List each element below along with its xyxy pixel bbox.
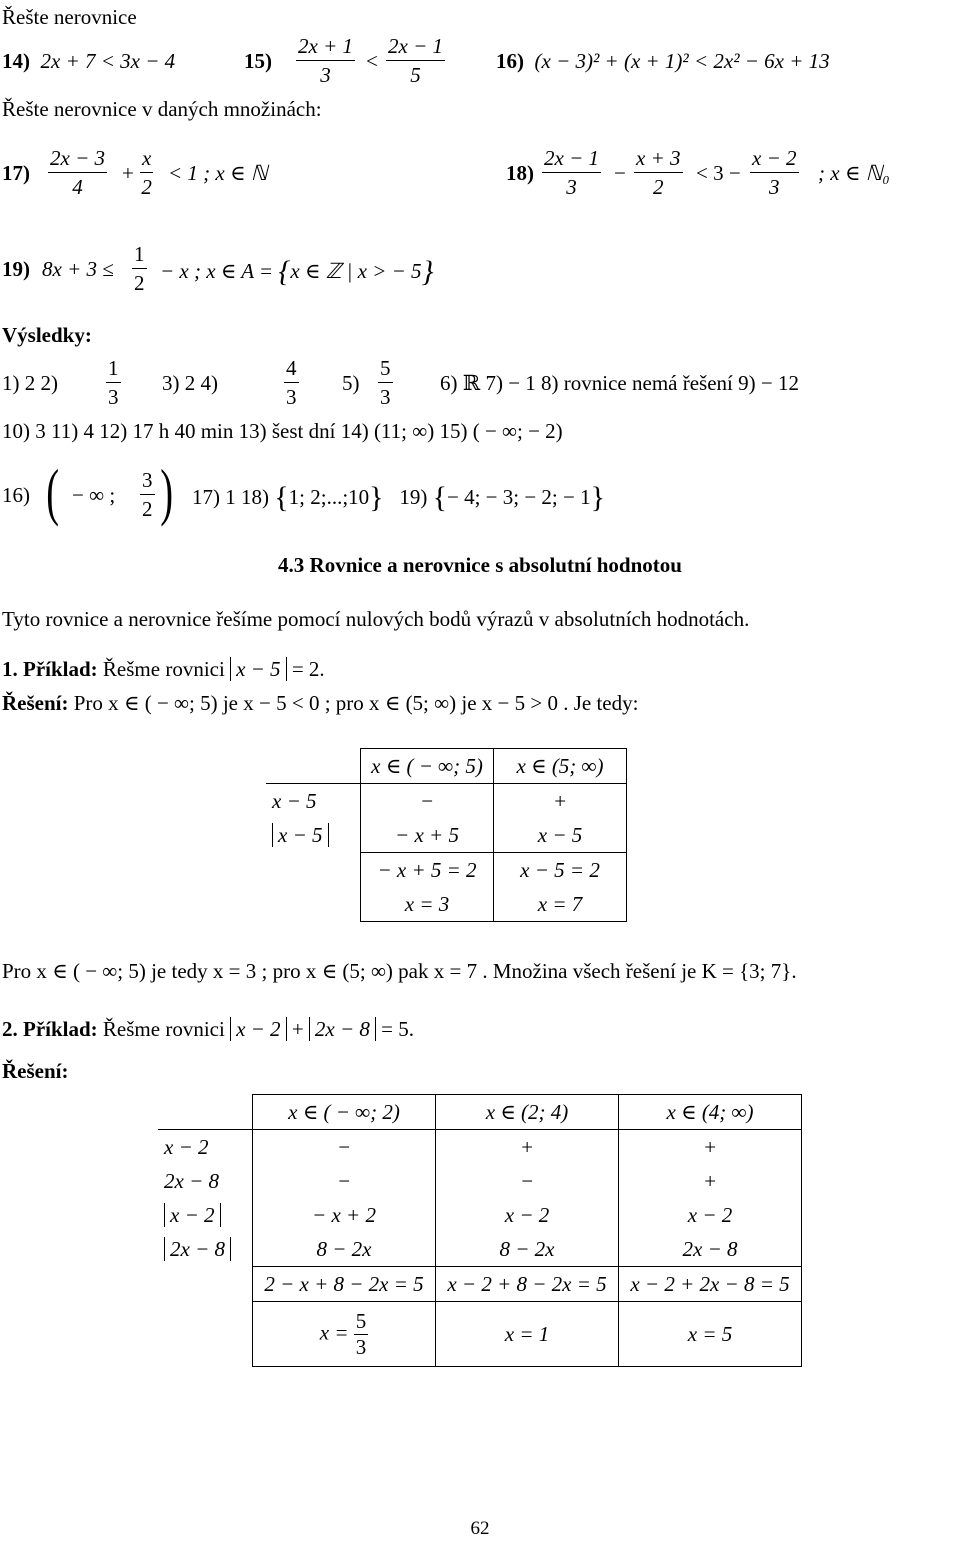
table-cell: x − 2 + 2x − 8 = 5: [619, 1267, 802, 1302]
table-cell: −: [436, 1164, 619, 1198]
table-cell: x − 2: [436, 1198, 619, 1232]
table-row: [266, 887, 627, 922]
heading-solve-in-sets: Řešte nerovnice v daných množinách:: [2, 97, 322, 121]
table-row: [266, 818, 627, 853]
row-head: [266, 853, 361, 888]
results-row-2: 10) 3 11) 4 12) 17 h 40 min 13) šest dní 14) (11; ∞) 15) ( − ∞; − 2): [2, 419, 563, 443]
interval-header: x ∈ (5; ∞): [494, 749, 627, 784]
sign-table-example-2: [158, 1094, 802, 1367]
problem-19-fraction: $\frac{1}{2}$: [134, 242, 145, 295]
sign-table-example-1: [266, 748, 627, 922]
results-title: Výsledky:: [2, 323, 92, 347]
result-16-right-paren: ): [160, 456, 174, 527]
table-cell: − x + 5 = 2: [361, 853, 494, 888]
problem-17-rest: < 1 ; x ∈ ℕ: [168, 161, 268, 185]
row-head-abs: x − 2: [164, 1203, 221, 1227]
problem-16-label: 16): [496, 49, 524, 73]
example-2-statement: 2. Příklad: Řešme rovnici x − 2 + 2x − 8 = 5.: [2, 1017, 414, 1041]
interval-header: x ∈ ( − ∞; 2): [253, 1095, 436, 1130]
row-head: 2x − 8: [164, 1168, 219, 1193]
table-cell: x = 7: [494, 887, 627, 922]
table-cell: x − 2 + 8 − 2x = 5: [436, 1267, 619, 1302]
problem-17-fraction-2: $\frac{x}{2}$: [141, 146, 152, 199]
row-head-abs: 2x − 8: [164, 1237, 231, 1261]
section-intro: Tyto rovnice a nerovnice řešíme pomocí nulových bodů výrazů v absolutních hodnotách.: [2, 607, 750, 631]
table-row: [158, 1130, 802, 1165]
example-2-label: 2. Příklad:: [2, 1017, 98, 1041]
table-cell: 2x − 8: [619, 1232, 802, 1267]
table-corner-cell: [158, 1095, 253, 1130]
result-19-set: − 4; − 3; − 2; − 1: [446, 485, 591, 509]
table-cell: −: [253, 1164, 436, 1198]
problem-18-minus: −: [614, 161, 626, 185]
problem-15-fraction-left: $\frac{2x + 1}{3}$: [298, 34, 353, 87]
table-cell: − x + 5: [361, 818, 494, 853]
row-head-abs: x − 5: [272, 823, 329, 847]
problem-17-plus: +: [122, 161, 134, 185]
heading-solve-inequalities: Řešte nerovnice: [2, 5, 137, 29]
row-head: x − 5: [266, 784, 361, 819]
result-2-fraction: $\frac{1}{3}$: [108, 356, 119, 409]
result-fraction: [354, 1309, 369, 1360]
table-cell: −: [361, 784, 494, 819]
table-cell: 8 − 2x: [253, 1232, 436, 1267]
result-16-label: 16): [2, 483, 30, 507]
table-cell: x = 3: [361, 887, 494, 922]
result-4-fraction: $\frac{4}{3}$: [286, 356, 297, 409]
table-cell: x − 5 = 2: [494, 853, 627, 888]
example-1-statement: 1. Příklad: Řešme rovnici x − 5 = 2.: [2, 657, 325, 681]
table-cell: x = 1: [436, 1302, 619, 1367]
results-row-1-b: 3) 2 4): [162, 371, 218, 395]
result-16-left-paren: (: [46, 456, 60, 527]
example-1-solution-line: Řešení: Pro x ∈ ( − ∞; 5) je x − 5 < 0 ; pro x ∈ (5; ∞) je x − 5 > 0 . Je tedy:: [2, 691, 639, 715]
problem-18-rest: ; x ∈ ℕ₀: [818, 161, 890, 185]
table-result-row: [158, 1302, 802, 1367]
problem-14: [2, 48, 175, 74]
table-cell: +: [494, 784, 627, 819]
table-cell: − x + 2: [253, 1198, 436, 1232]
fraction-denominator: 3: [355, 1334, 367, 1359]
example-1-conclusion: Pro x ∈ ( − ∞; 5) je tedy x = 3 ; pro x ∈ (5; ∞) pak x = 7 . Množina všech řešení je K = {3; 7}.: [2, 959, 797, 983]
example-2-abs-1: x − 2: [230, 1017, 287, 1041]
problem-14-expr: 2x + 7 < 3x − 4: [40, 49, 176, 73]
example-2-solution-label: Řešení:: [2, 1059, 69, 1083]
problem-18-fraction-2: $\frac{x + 3}{2}$: [636, 146, 681, 199]
result-16-fraction: $\frac{3}{2}$: [142, 468, 153, 521]
table-row: [158, 1232, 802, 1267]
problem-18-fraction-1: $\frac{2x - 1}{3}$: [544, 146, 599, 199]
table-corner-cell: [266, 749, 361, 784]
results-row-1-d: 6) ℝ 7) − 1 8) rovnice nemá řešení 9) − 12: [440, 371, 799, 395]
row-head: [266, 818, 361, 853]
table-cell: +: [436, 1130, 619, 1165]
row-head: [158, 1302, 253, 1367]
results-row-1-a: 1) 2 2): [2, 371, 58, 395]
table-row: [158, 1164, 802, 1198]
interval-header: x ∈ (4; ∞): [619, 1095, 802, 1130]
problem-19-set: x ∈ ℤ | x > − 5: [290, 259, 422, 283]
result-x-eq: x =: [319, 1319, 354, 1344]
section-title: 4.3 Rovnice a nerovnice s absolutní hodnotou: [278, 553, 682, 577]
example-1-abs: x − 5: [230, 657, 287, 681]
results-row-3: 17) 1 18) {1; 2;...;10} 19) {− 4; − 3; − 2; − 1}: [192, 481, 606, 514]
table-header-row: [266, 749, 627, 784]
example-2-abs-2: 2x − 8: [309, 1017, 376, 1041]
problem-16: [496, 48, 830, 74]
result-18-set: 1; 2;...;10: [288, 485, 370, 509]
table-cell: +: [619, 1164, 802, 1198]
results-row-1-c: 5): [342, 371, 360, 395]
table-cell: x = 5: [619, 1302, 802, 1367]
row-head: [266, 887, 361, 922]
example-1-solution-label: Řešení:: [2, 691, 69, 715]
table-header-row: [158, 1095, 802, 1130]
row-head: [158, 1267, 253, 1302]
result-16-inner: − ∞ ;: [72, 483, 116, 507]
table-row: [158, 1267, 802, 1302]
page-number: 62: [470, 1518, 490, 1539]
table-cell: +: [619, 1130, 802, 1165]
interval-header: x ∈ (2; 4): [436, 1095, 619, 1130]
table-row: [158, 1198, 802, 1232]
table-cell: −: [253, 1130, 436, 1165]
table-cell: x − 2: [619, 1198, 802, 1232]
problem-15-label: 15): [244, 49, 272, 73]
problem-15-fraction-right: $\frac{2x - 1}{5}$: [388, 34, 443, 87]
row-head: [158, 1232, 253, 1267]
problem-18-fraction-3: $\frac{x - 2}{3}$: [752, 146, 797, 199]
table-cell: 8 − 2x: [436, 1232, 619, 1267]
problem-19-pre: 8x + 3 ≤: [42, 257, 114, 281]
problem-17-label: 17): [2, 161, 30, 185]
problem-18-mid: < 3 −: [696, 161, 741, 185]
example-1-label: 1. Příklad:: [2, 657, 98, 681]
table-row: [266, 784, 627, 819]
row-head: x − 2: [158, 1130, 253, 1165]
table-row: [266, 853, 627, 888]
row-head: [158, 1198, 253, 1232]
problem-19-post: − x ; x ∈ A = {x ∈ ℤ | x > − 5}: [160, 255, 434, 288]
result-5-fraction: $\frac{5}{3}$: [380, 356, 391, 409]
problem-14-label: 14): [2, 49, 30, 73]
problem-17-fraction-1: $\frac{2x - 3}{4}$: [50, 146, 105, 199]
problem-18-label: 18): [506, 161, 534, 185]
problem-15-relation: <: [366, 49, 378, 73]
problem-16-expr: (x − 3)² + (x + 1)² < 2x² − 6x + 13: [534, 49, 830, 73]
problem-19-label: 19): [2, 257, 30, 281]
interval-header: x ∈ ( − ∞; 5): [361, 749, 494, 784]
table-cell: 2 − x + 8 − 2x = 5: [253, 1267, 436, 1302]
fraction-numerator: 5: [355, 1308, 367, 1333]
table-cell: [253, 1302, 436, 1367]
table-cell: x − 5: [494, 818, 627, 853]
